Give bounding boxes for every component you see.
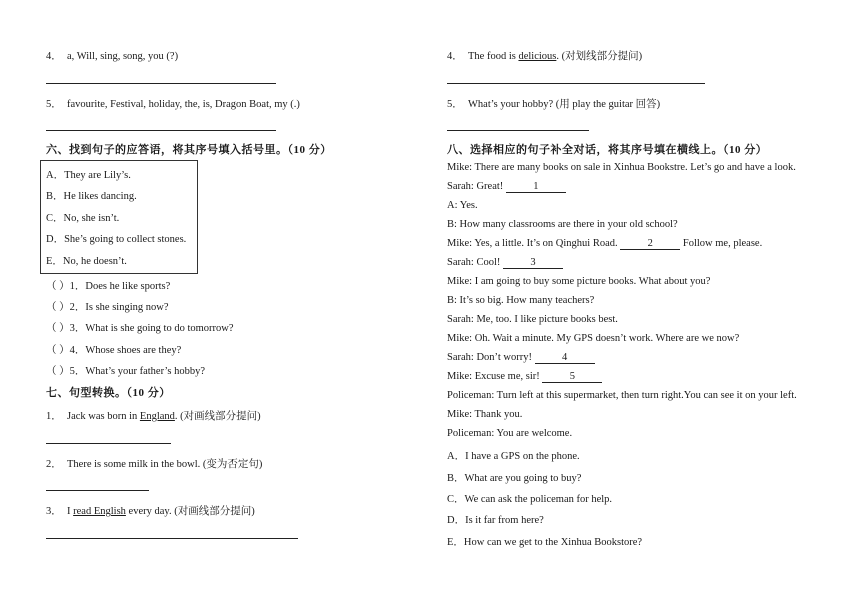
answer-paren[interactable]: （ ）	[46, 302, 70, 313]
dialogue-line-10: Mike: Oh. Wait a minute. My GPS doesn’t work. Where are we now?	[447, 333, 740, 344]
transform-question-1: 1． Jack was born in England. (对画线部分提问)	[46, 411, 261, 422]
right-q5: 5． What’s your hobby? (用 play the guitar 回答)	[447, 99, 661, 110]
left-q5: 5． favourite, Festival, holiday, the, is, Dragon Boat, my (.)	[46, 99, 300, 110]
option-c: C．No, she isn’t.	[46, 213, 120, 224]
answer-line[interactable]	[447, 83, 705, 84]
dialogue-line-11: Sarah: Don’t worry! 4	[447, 352, 595, 364]
answer-line[interactable]	[46, 490, 149, 491]
option-a: A．They are Lily’s.	[46, 170, 131, 181]
dialogue-blank-2[interactable]: 2	[620, 238, 680, 250]
right-q4: 4． The food is delicious. (对划线部分提问)	[447, 51, 643, 62]
dialogue-line-3: A: Yes.	[447, 200, 478, 211]
match-question-5: （ ）5．What’s your father’s hobby?	[46, 366, 206, 377]
dialogue-line-2: Sarah: Great! 1	[447, 181, 566, 193]
dialogue-line-8: B: It’s so big. How many teachers?	[447, 295, 595, 306]
dialogue-line-9: Sarah: Me, too. I like picture books best.	[447, 314, 618, 325]
dialogue-blank-1[interactable]: 1	[506, 181, 566, 193]
section-6-title: 六、找到句子的应答语，将其序号填入括号里。（10 分）	[46, 144, 332, 156]
match-question-4: （ ）4．Whose shoes are they?	[46, 345, 182, 356]
option-b: B．He likes dancing.	[46, 191, 137, 202]
answer-line[interactable]	[46, 83, 276, 84]
option-e: E．No, he doesn’t.	[46, 256, 127, 267]
match-question-3: （ ）3．What is she going to do tomorrow?	[46, 323, 234, 334]
dialogue-line-15: Policeman: You are welcome.	[447, 428, 573, 439]
answer-paren[interactable]: （ ）	[46, 345, 70, 356]
choice-c: C．We can ask the policeman for help.	[447, 494, 613, 505]
section-7-title: 七、句型转换。（10 分）	[46, 387, 171, 399]
choice-b: B．What are you going to buy?	[447, 473, 582, 484]
answer-line[interactable]	[46, 443, 171, 444]
section-8-title: 八、选择相应的句子补全对话，将其序号填在横线上。（10 分）	[447, 144, 768, 156]
dialogue-line-12: Mike: Excuse me, sir! 5	[447, 371, 602, 383]
option-d: D．She’s going to collect stones.	[46, 234, 187, 245]
dialogue-line-4: B: How many classrooms are there in your old school?	[447, 219, 678, 230]
dialogue-blank-3[interactable]: 3	[503, 257, 563, 269]
left-q4: 4． a, Will, sing, song, you (?)	[46, 51, 179, 62]
dialogue-line-1: Mike: There are many books on sale in Xinhua Bookstre. Let’s go and have a look.	[447, 162, 796, 173]
answer-paren[interactable]: （ ）	[46, 366, 70, 377]
answer-line[interactable]	[46, 538, 298, 539]
match-question-1: （ ）1．Does he like sports?	[46, 281, 171, 292]
dialogue-line-6: Sarah: Cool! 3	[447, 257, 563, 269]
dialogue-line-13: Policeman: Turn left at this supermarket, then turn right.You can see it on your left.	[447, 390, 797, 401]
answer-paren[interactable]: （ ）	[46, 323, 70, 334]
choice-d: D．Is it far from here?	[447, 515, 544, 526]
dialogue-blank-5[interactable]: 5	[542, 371, 602, 383]
dialogue-line-7: Mike: I am going to buy some picture books. What about you?	[447, 276, 711, 287]
answer-line[interactable]	[447, 130, 589, 131]
match-question-2: （ ）2．Is she singing now?	[46, 302, 169, 313]
transform-question-2: 2． There is some milk in the bowl. (变为否定句)	[46, 459, 263, 470]
choice-e: E．How can we get to the Xinhua Bookstore?	[447, 537, 643, 548]
choice-a: A．I have a GPS on the phone.	[447, 451, 580, 462]
dialogue-blank-4[interactable]: 4	[535, 352, 595, 364]
transform-question-3: 3． I read English every day. (对画线部分提问)	[46, 506, 255, 517]
answer-paren[interactable]: （ ）	[46, 281, 70, 292]
dialogue-line-14: Mike: Thank you.	[447, 409, 523, 420]
dialogue-line-5: Mike: Yes, a little. It’s on Qinghui Road. 2 Follow me, please.	[447, 238, 763, 249]
answer-line[interactable]	[46, 130, 276, 131]
